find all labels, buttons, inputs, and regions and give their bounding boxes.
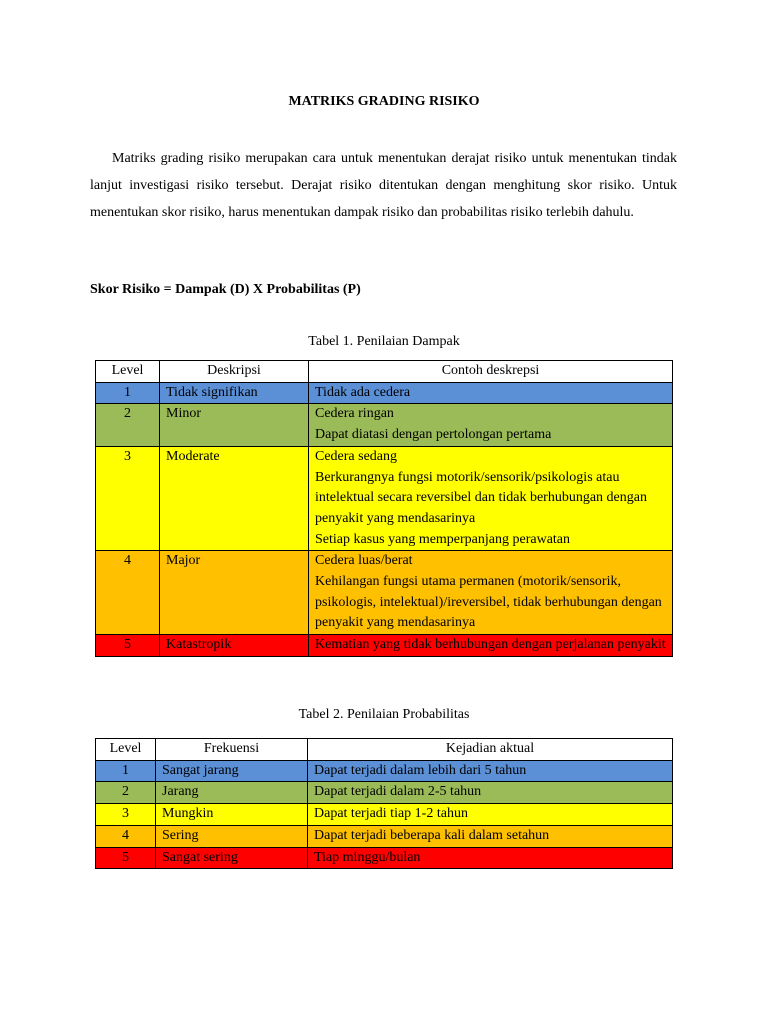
intro-paragraph xyxy=(90,145,677,226)
example-line: Kematian yang tidak berhubungan dengan perjalanan penyakit xyxy=(315,637,666,653)
table-row xyxy=(96,847,673,869)
table-row xyxy=(96,825,673,847)
example-cell xyxy=(309,382,673,404)
level-cell: 5 xyxy=(96,847,156,869)
description-cell: Minor xyxy=(160,404,309,446)
level-cell: 3 xyxy=(96,804,156,826)
actual-event-cell: Dapat terjadi dalam lebih dari 5 tahun xyxy=(308,760,673,782)
table-row xyxy=(96,804,673,826)
description-cell: Katastropik xyxy=(160,635,309,657)
header-level: Level xyxy=(96,739,156,761)
actual-event-cell: Tiap minggu/bulan xyxy=(308,847,673,869)
risk-score-formula: Skor Risiko = Dampak (D) X Probabilitas (P) xyxy=(90,282,361,297)
table-row xyxy=(96,404,673,446)
frequency-cell: Jarang xyxy=(156,782,308,804)
intro-text: Matriks grading risiko merupakan cara untuk menentukan derajat risiko untuk menentukan tindak lanjut investigasi risiko tersebut. Derajat risiko ditentukan dengan menghitung skor risiko. Untuk menentukan skor risiko, harus menentukan dampak risiko dan probabilitas risiko terlebih dahulu. xyxy=(90,151,677,220)
header-description: Deskripsi xyxy=(160,361,309,383)
example-cell xyxy=(309,404,673,446)
table-row xyxy=(96,782,673,804)
description-cell: Tidak signifikan xyxy=(160,382,309,404)
example-line: Berkurangnya fungsi motorik/sensorik/psikologis atau intelektual secara reversibel dan tidak berhubungan dengan penyakit yang mendasarinya xyxy=(315,469,647,526)
example-cell xyxy=(309,635,673,657)
impact-table xyxy=(95,360,673,657)
example-line: Kehilangan fungsi utama permanen (motorik/sensorik, psikologis, intelektual)/ireversibel, tidak berhubungan dengan penyakit yang mendasarinya xyxy=(315,574,662,631)
example-line: Tidak ada cedera xyxy=(315,384,411,400)
example-cell xyxy=(309,551,673,635)
level-cell: 5 xyxy=(96,635,160,657)
table-row xyxy=(96,635,673,657)
header-frequency: Frekuensi xyxy=(156,739,308,761)
frequency-cell: Sangat jarang xyxy=(156,760,308,782)
table-row xyxy=(96,760,673,782)
header-actual-event: Kejadian aktual xyxy=(308,739,673,761)
actual-event-cell: Dapat terjadi dalam 2-5 tahun xyxy=(308,782,673,804)
header-example: Contoh deskrepsi xyxy=(309,361,673,383)
table-header-row xyxy=(96,739,673,761)
page-title: MATRIKS GRADING RISIKO xyxy=(288,94,480,109)
level-cell: 2 xyxy=(96,404,160,446)
level-cell: 4 xyxy=(96,551,160,635)
table-header-row xyxy=(96,361,673,383)
description-cell: Major xyxy=(160,551,309,635)
frequency-cell: Sangat sering xyxy=(156,847,308,869)
level-cell: 3 xyxy=(96,446,160,551)
actual-event-cell: Dapat terjadi tiap 1-2 tahun xyxy=(308,804,673,826)
frequency-cell: Mungkin xyxy=(156,804,308,826)
example-line: Cedera ringan xyxy=(315,406,394,422)
actual-event-cell: Dapat terjadi beberapa kali dalam setahun xyxy=(308,825,673,847)
example-cell xyxy=(309,446,673,551)
probability-table xyxy=(95,738,673,869)
example-line: Cedera luas/berat xyxy=(315,553,413,569)
description-cell: Moderate xyxy=(160,446,309,551)
header-level: Level xyxy=(96,361,160,383)
level-cell: 1 xyxy=(96,760,156,782)
example-line: Setiap kasus yang memperpanjang perawatan xyxy=(315,531,571,547)
level-cell: 4 xyxy=(96,825,156,847)
frequency-cell: Sering xyxy=(156,825,308,847)
table1-caption: Tabel 1. Penilaian Dampak xyxy=(308,334,460,349)
example-line: Dapat diatasi dengan pertolongan pertama xyxy=(315,427,552,443)
example-line: Cedera sedang xyxy=(315,448,398,464)
table-row xyxy=(96,551,673,635)
table2-caption: Tabel 2. Penilaian Probabilitas xyxy=(298,707,470,722)
table-row xyxy=(96,382,673,404)
level-cell: 2 xyxy=(96,782,156,804)
level-cell: 1 xyxy=(96,382,160,404)
table-row xyxy=(96,446,673,551)
